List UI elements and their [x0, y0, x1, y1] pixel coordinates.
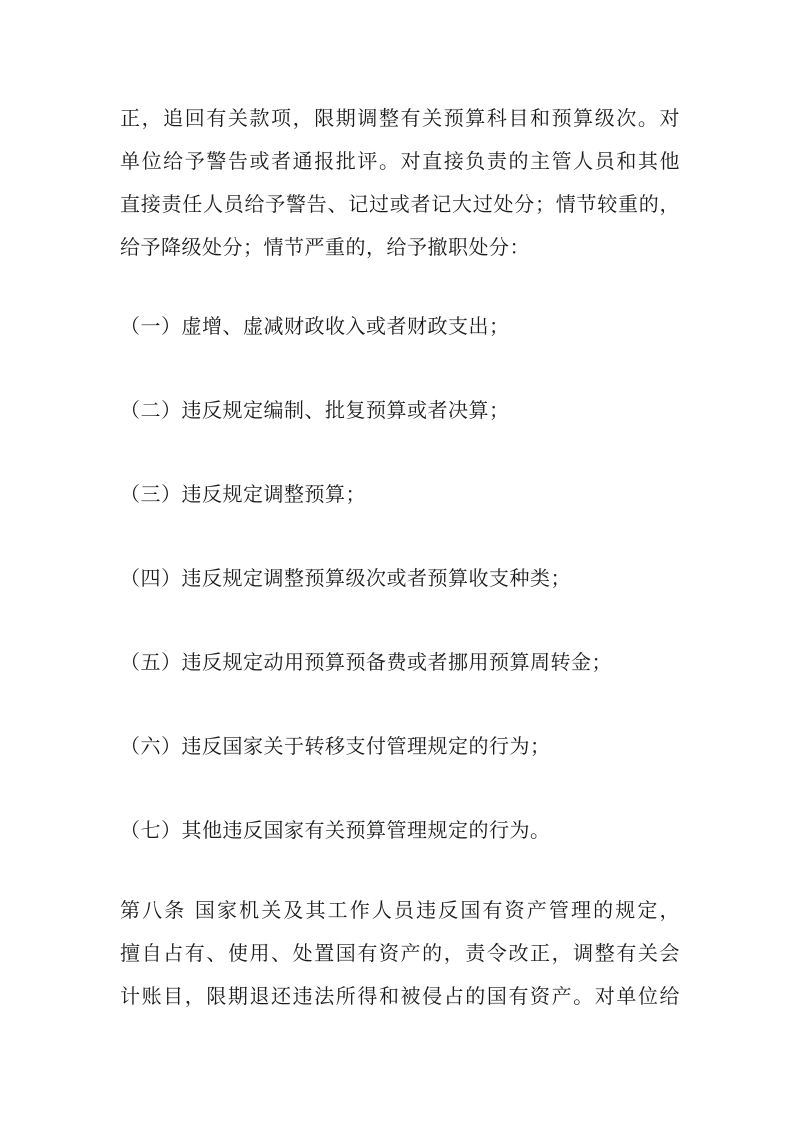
paragraph-1-line-2: 单位给予警告或者通报批评。对直接负责的主管人员和其他: [120, 149, 680, 173]
list-item-7: （七）其他违反国家有关预算管理规定的行为。: [120, 818, 551, 842]
paragraph-2-line-3: 计账目，限期退还违法所得和被侵占的国有资产。对单位给: [120, 984, 680, 1008]
list-item-3: （三）违反规定调整预算；: [120, 482, 366, 506]
list-item-6: （六）违反国家关于转移支付管理规定的行为；: [120, 734, 551, 758]
paragraph-2-line-2: 擅自占有、使用、处置国有资产的，责令改正，调整有关会: [120, 941, 680, 965]
list-item-5: （五）违反规定动用预算预备费或者挪用预算周转金；: [120, 650, 612, 674]
paragraph-2-line-1: 第八条 国家机关及其工作人员违反国有资产管理的规定，: [120, 898, 680, 922]
list-item-2: （二）违反规定编制、批复预算或者决算；: [120, 398, 510, 422]
list-item-4: （四）违反规定调整预算级次或者预算收支种类；: [120, 566, 571, 590]
paragraph-1-line-3: 直接责任人员给予警告、记过或者记大过处分；情节较重的，: [120, 192, 680, 216]
paragraph-1-line-4: 给予降级处分；情节严重的，给予撤职处分：: [120, 235, 530, 259]
paragraph-1-line-1: 正，追回有关款项，限期调整有关预算科目和预算级次。对: [120, 106, 680, 130]
list-item-1: （一）虚增、虚减财政收入或者财政支出；: [120, 314, 510, 338]
